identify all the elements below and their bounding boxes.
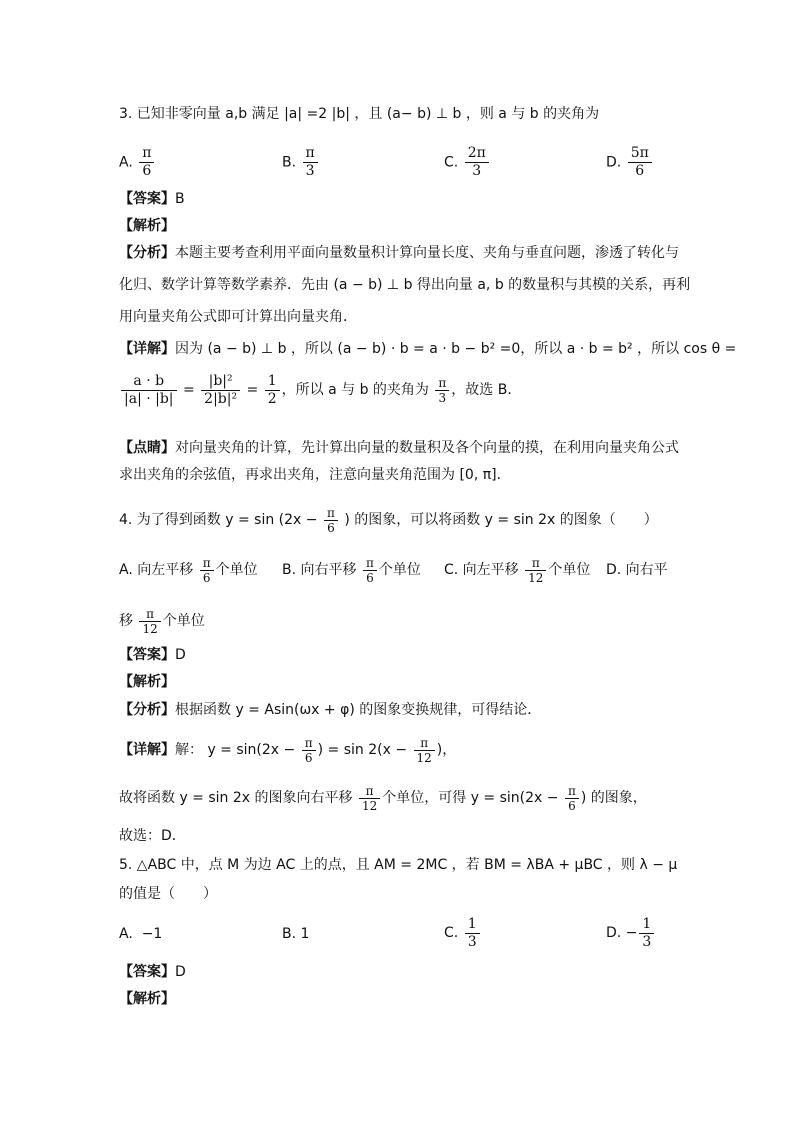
- q3-fenxi-line-1: 【分析】本题主要考查利用平面向量数量积计算向量长度、夹角与垂直问题，渗透了转化与: [119, 245, 679, 261]
- q4-stem-fraction: $\frac{\pi}{6}$: [324, 506, 338, 535]
- q4-conclusion: 故选：D．: [119, 828, 186, 844]
- q4-stem: 4. 为了得到函数 y = sin (2x − $\frac{\pi}{6}$ ) 的图象，可以将函数 y = sin 2x 的图象（ ）: [119, 505, 658, 535]
- q3-option-c: C. $\frac{2\pi}{3}$: [444, 145, 491, 180]
- q3-option-a: A. $\frac{\pi}{6}$: [119, 145, 156, 180]
- q3-stem: 3. 已知非零向量 a,b 满足 |a| =2 |b| ，且 (a− b) ⊥ b ，则 a 与 b 的夹角为: [119, 106, 600, 122]
- q4-fenxi: 【分析】根据函数 y = Asin(ωx + φ) 的图象变换规律，可得结论．: [119, 702, 542, 718]
- q5-stem-line-1: 5. △ABC 中，点 M 为边 AC 上的点，且 AM = 2MC ，若 BM = λBA + μBC ，则 λ − μ: [119, 857, 678, 873]
- q3-option-d: D. $\frac{5\pi}{6}$: [606, 145, 654, 180]
- q3-option-b-fraction: $\frac{\pi}{3}$: [303, 145, 318, 180]
- q5-answer: 【答案】D: [119, 964, 186, 980]
- q4-answer: 【答案】D: [119, 647, 186, 663]
- q4-option-a-fraction: $\frac{\pi}{6}$: [200, 556, 214, 585]
- q3-cos-fraction-2: $\frac{\text{|b|²}}{\text{2|b|²}}$: [201, 373, 240, 408]
- q4-detail-fraction-2: $\frac{\pi}{12}$: [414, 736, 435, 765]
- q3-cos-fraction: $\frac{a \cdot b}{|a| \cdot |b|}$: [121, 373, 177, 408]
- q4-detail-fraction-1: $\frac{\pi}{6}$: [302, 736, 316, 765]
- q4-option-c-fraction: $\frac{\pi}{12}$: [525, 556, 546, 585]
- q5-analysis-heading: 【解析】: [119, 991, 175, 1007]
- q4-result-fraction: $\frac{\pi}{6}$: [565, 784, 579, 813]
- q3-detail-line-2: $\frac{a \cdot b}{|a| \cdot |b|}$ = $\frac{\text{|b|²}}{\text{2|b|²}}$ = $\frac{1}{2}$ ，所以 a 与 b 的夹角为 $\frac{\pi}{3}$ ，故选 B．: [119, 372, 521, 408]
- q5-stem-line-2: 的值是（ ）: [119, 886, 217, 902]
- q3-answer: 【答案】B: [119, 191, 185, 207]
- q5-option-b: B. 1: [282, 926, 310, 942]
- q3-analysis-heading: 【解析】: [119, 218, 175, 234]
- q3-angle-fraction: $\frac{\pi}{3}$: [435, 376, 449, 405]
- q4-detail: 【详解】解： y = sin(2x − $\frac{\pi}{6}$ ) = sin 2(x − $\frac{\pi}{12}$ )，: [119, 735, 457, 765]
- q5-option-a: A. −1: [119, 926, 163, 942]
- q5-option-d-fraction: $\frac{1}{3}$: [639, 916, 654, 951]
- q3-detail-line-1: 【详解】因为 (a − b) ⊥ b ，所以 (a − b) · b = a · b − b² =0，所以 a · b = b² ，所以 cos θ =: [119, 341, 737, 357]
- q4-option-d-fraction: $\frac{\pi}{12}$: [139, 607, 160, 636]
- q4-option-a: A. 向左平移 $\frac{\pi}{6}$ 个单位: [119, 555, 258, 585]
- q4-option-d: D. 向右平: [606, 562, 668, 578]
- q3-option-b: B. $\frac{\pi}{3}$: [282, 145, 320, 180]
- q4-detail-line-2: 故将函数 y = sin 2x 的图象向右平移 $\frac{\pi}{12}$ 个单位，可得 y = sin(2x − $\frac{\pi}{6}$ ) 的图象，: [119, 783, 647, 813]
- q4-option-d-continued: 移 $\frac{\pi}{12}$ 个单位: [119, 606, 205, 636]
- q4-option-b-fraction: $\frac{\pi}{6}$: [363, 556, 377, 585]
- q3-dianjing-line-2: 求出夹角的余弦值，再求出夹角，注意向量夹角范围为 [0, π]．: [119, 467, 511, 483]
- q3-option-d-fraction: $\frac{5\pi}{6}$: [628, 145, 652, 180]
- q3-option-c-fraction: $\frac{2\pi}{3}$: [465, 145, 489, 180]
- q4-option-c: C. 向左平移 $\frac{\pi}{12}$ 个单位: [444, 555, 591, 585]
- q4-analysis-heading: 【解析】: [119, 674, 175, 690]
- q5-option-c: C. $\frac{1}{3}$: [444, 914, 482, 952]
- q5-option-d: D. − $\frac{1}{3}$: [606, 914, 656, 952]
- q3-option-a-fraction: $\frac{\pi}{6}$: [139, 145, 154, 180]
- q5-option-c-fraction: $\frac{1}{3}$: [465, 916, 480, 951]
- q3-dianjing-line-1: 【点睛】对向量夹角的计算，先计算出向量的数量积及各个向量的摸，在利用向量夹角公式: [119, 440, 679, 456]
- q4-option-b: B. 向右平移 $\frac{\pi}{6}$ 个单位: [282, 555, 421, 585]
- q4-shift-fraction: $\frac{\pi}{12}$: [359, 784, 380, 813]
- q3-fenxi-line-2: 化归、数学计算等数学素养．先由 (a − b) ⊥ b 得出向量 a, b 的数量积与其模的关系，再利: [119, 277, 691, 293]
- q3-cos-value: $\frac{1}{2}$: [265, 373, 280, 408]
- q3-fenxi-line-3: 用向量夹角公式即可计算出向量夹角．: [119, 309, 357, 325]
